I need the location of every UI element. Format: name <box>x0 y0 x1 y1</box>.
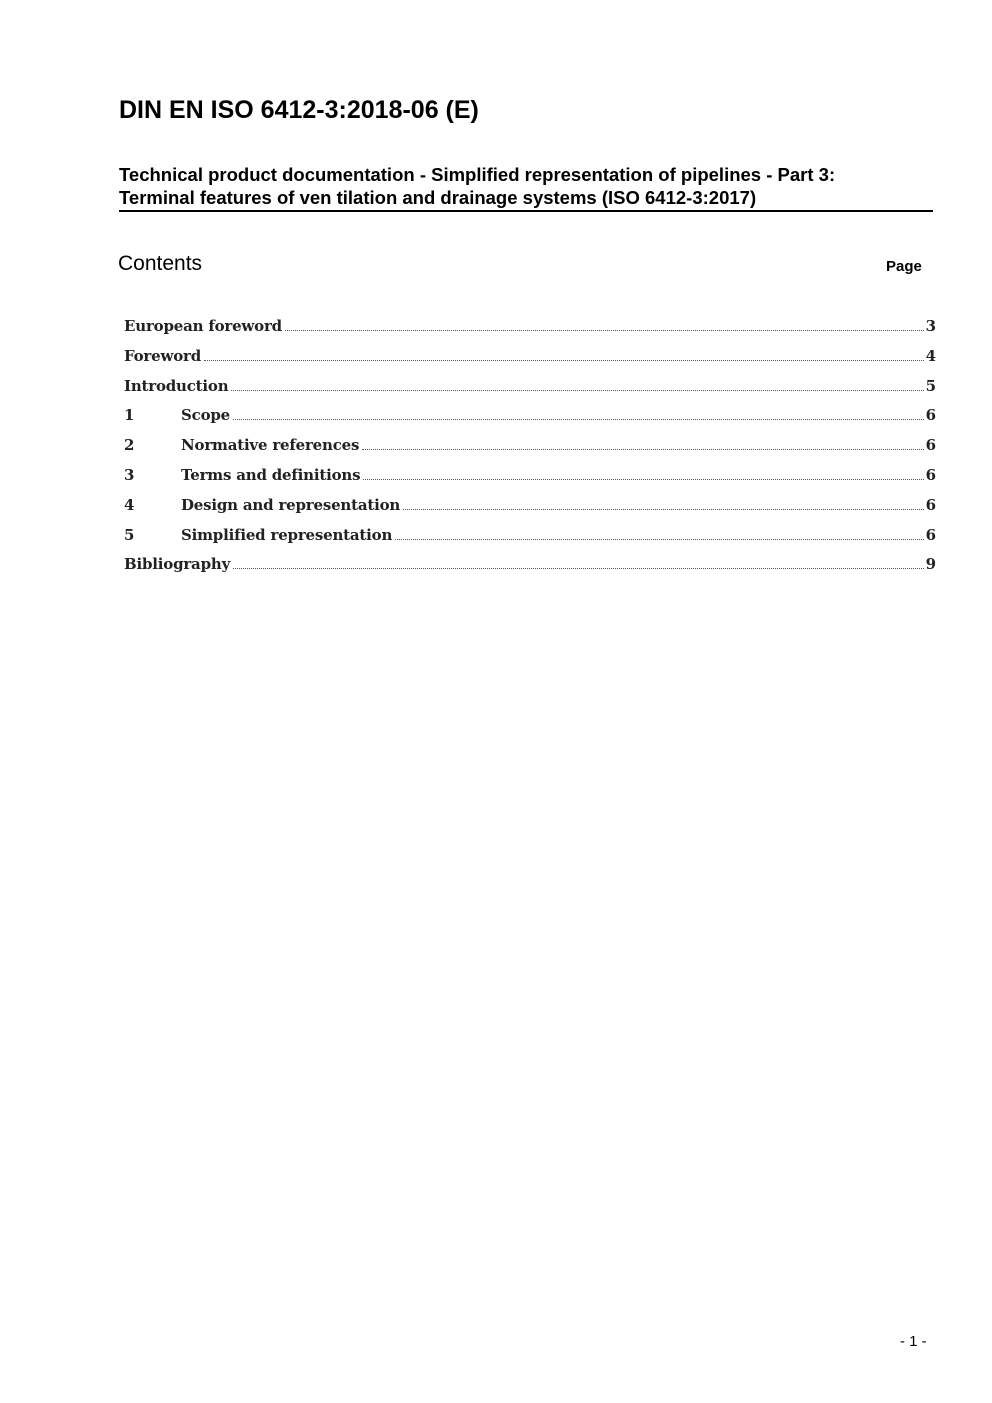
toc-dot-leader <box>395 539 923 540</box>
toc-entry-label: Terms and definitions <box>181 465 361 484</box>
toc-entry-number: 5 <box>124 525 135 544</box>
document-title-line-1: Technical product documentation - Simplified representation of pipelines - Part 3: <box>119 164 836 185</box>
toc-entry-label: Design and representation <box>181 495 401 514</box>
page-number: - 1 - <box>900 1333 927 1350</box>
toc-entry-page: 6 <box>925 495 936 514</box>
contents-heading: Contents <box>118 252 203 275</box>
toc-dot-leader <box>363 479 923 480</box>
table-of-contents <box>124 314 936 582</box>
toc-entry-label: European foreword <box>124 317 282 335</box>
toc-dot-leader <box>233 419 924 420</box>
document-title-line-2: Terminal features of ven tilation and drainage systems (ISO 6412-3:2017) <box>119 187 757 208</box>
toc-entry-number: 2 <box>124 436 135 455</box>
toc-entry-bibliography[interactable] <box>124 552 936 582</box>
toc-entry-simplified-representation[interactable] <box>124 523 936 553</box>
toc-entry-label: Scope <box>181 406 231 425</box>
toc-entry-design-and-representation[interactable] <box>124 493 936 523</box>
toc-entry-foreword[interactable] <box>124 344 936 374</box>
toc-entry-page: 6 <box>925 406 936 425</box>
toc-dot-leader <box>285 330 924 331</box>
toc-entry-terms-and-definitions[interactable] <box>124 463 936 493</box>
toc-entry-page: 6 <box>925 525 936 544</box>
toc-entry-label: Simplified representation <box>181 525 393 544</box>
toc-entry-label: Foreword <box>124 346 201 365</box>
toc-dot-leader <box>231 390 923 391</box>
toc-entry-page: 6 <box>925 436 936 455</box>
document-title <box>119 163 933 212</box>
toc-entry-label: Introduction <box>124 376 229 395</box>
toc-entry-normative-references[interactable] <box>124 433 936 463</box>
page-column-label: Page <box>886 258 922 275</box>
toc-entry-scope[interactable] <box>124 403 936 433</box>
toc-entry-label: Bibliography <box>124 555 231 574</box>
toc-dot-leader <box>204 360 924 361</box>
document-id: DIN EN ISO 6412-3:2018-06 (E) <box>119 96 479 124</box>
toc-entry-label: Normative references <box>181 436 360 455</box>
toc-dot-leader <box>233 568 923 569</box>
toc-dot-leader <box>362 449 923 450</box>
toc-entry-page: 6 <box>925 465 936 484</box>
toc-entry-european-foreword[interactable] <box>124 314 936 344</box>
toc-entry-number: 4 <box>124 495 135 514</box>
toc-entry-page: 5 <box>925 376 936 395</box>
toc-entry-page: 9 <box>925 555 936 574</box>
toc-entry-page: 4 <box>925 346 936 365</box>
toc-entry-number: 1 <box>124 406 135 425</box>
toc-entry-number: 3 <box>124 465 135 484</box>
toc-dot-leader <box>403 509 923 510</box>
toc-entry-introduction[interactable] <box>124 374 936 404</box>
toc-entry-page: 3 <box>925 317 936 335</box>
